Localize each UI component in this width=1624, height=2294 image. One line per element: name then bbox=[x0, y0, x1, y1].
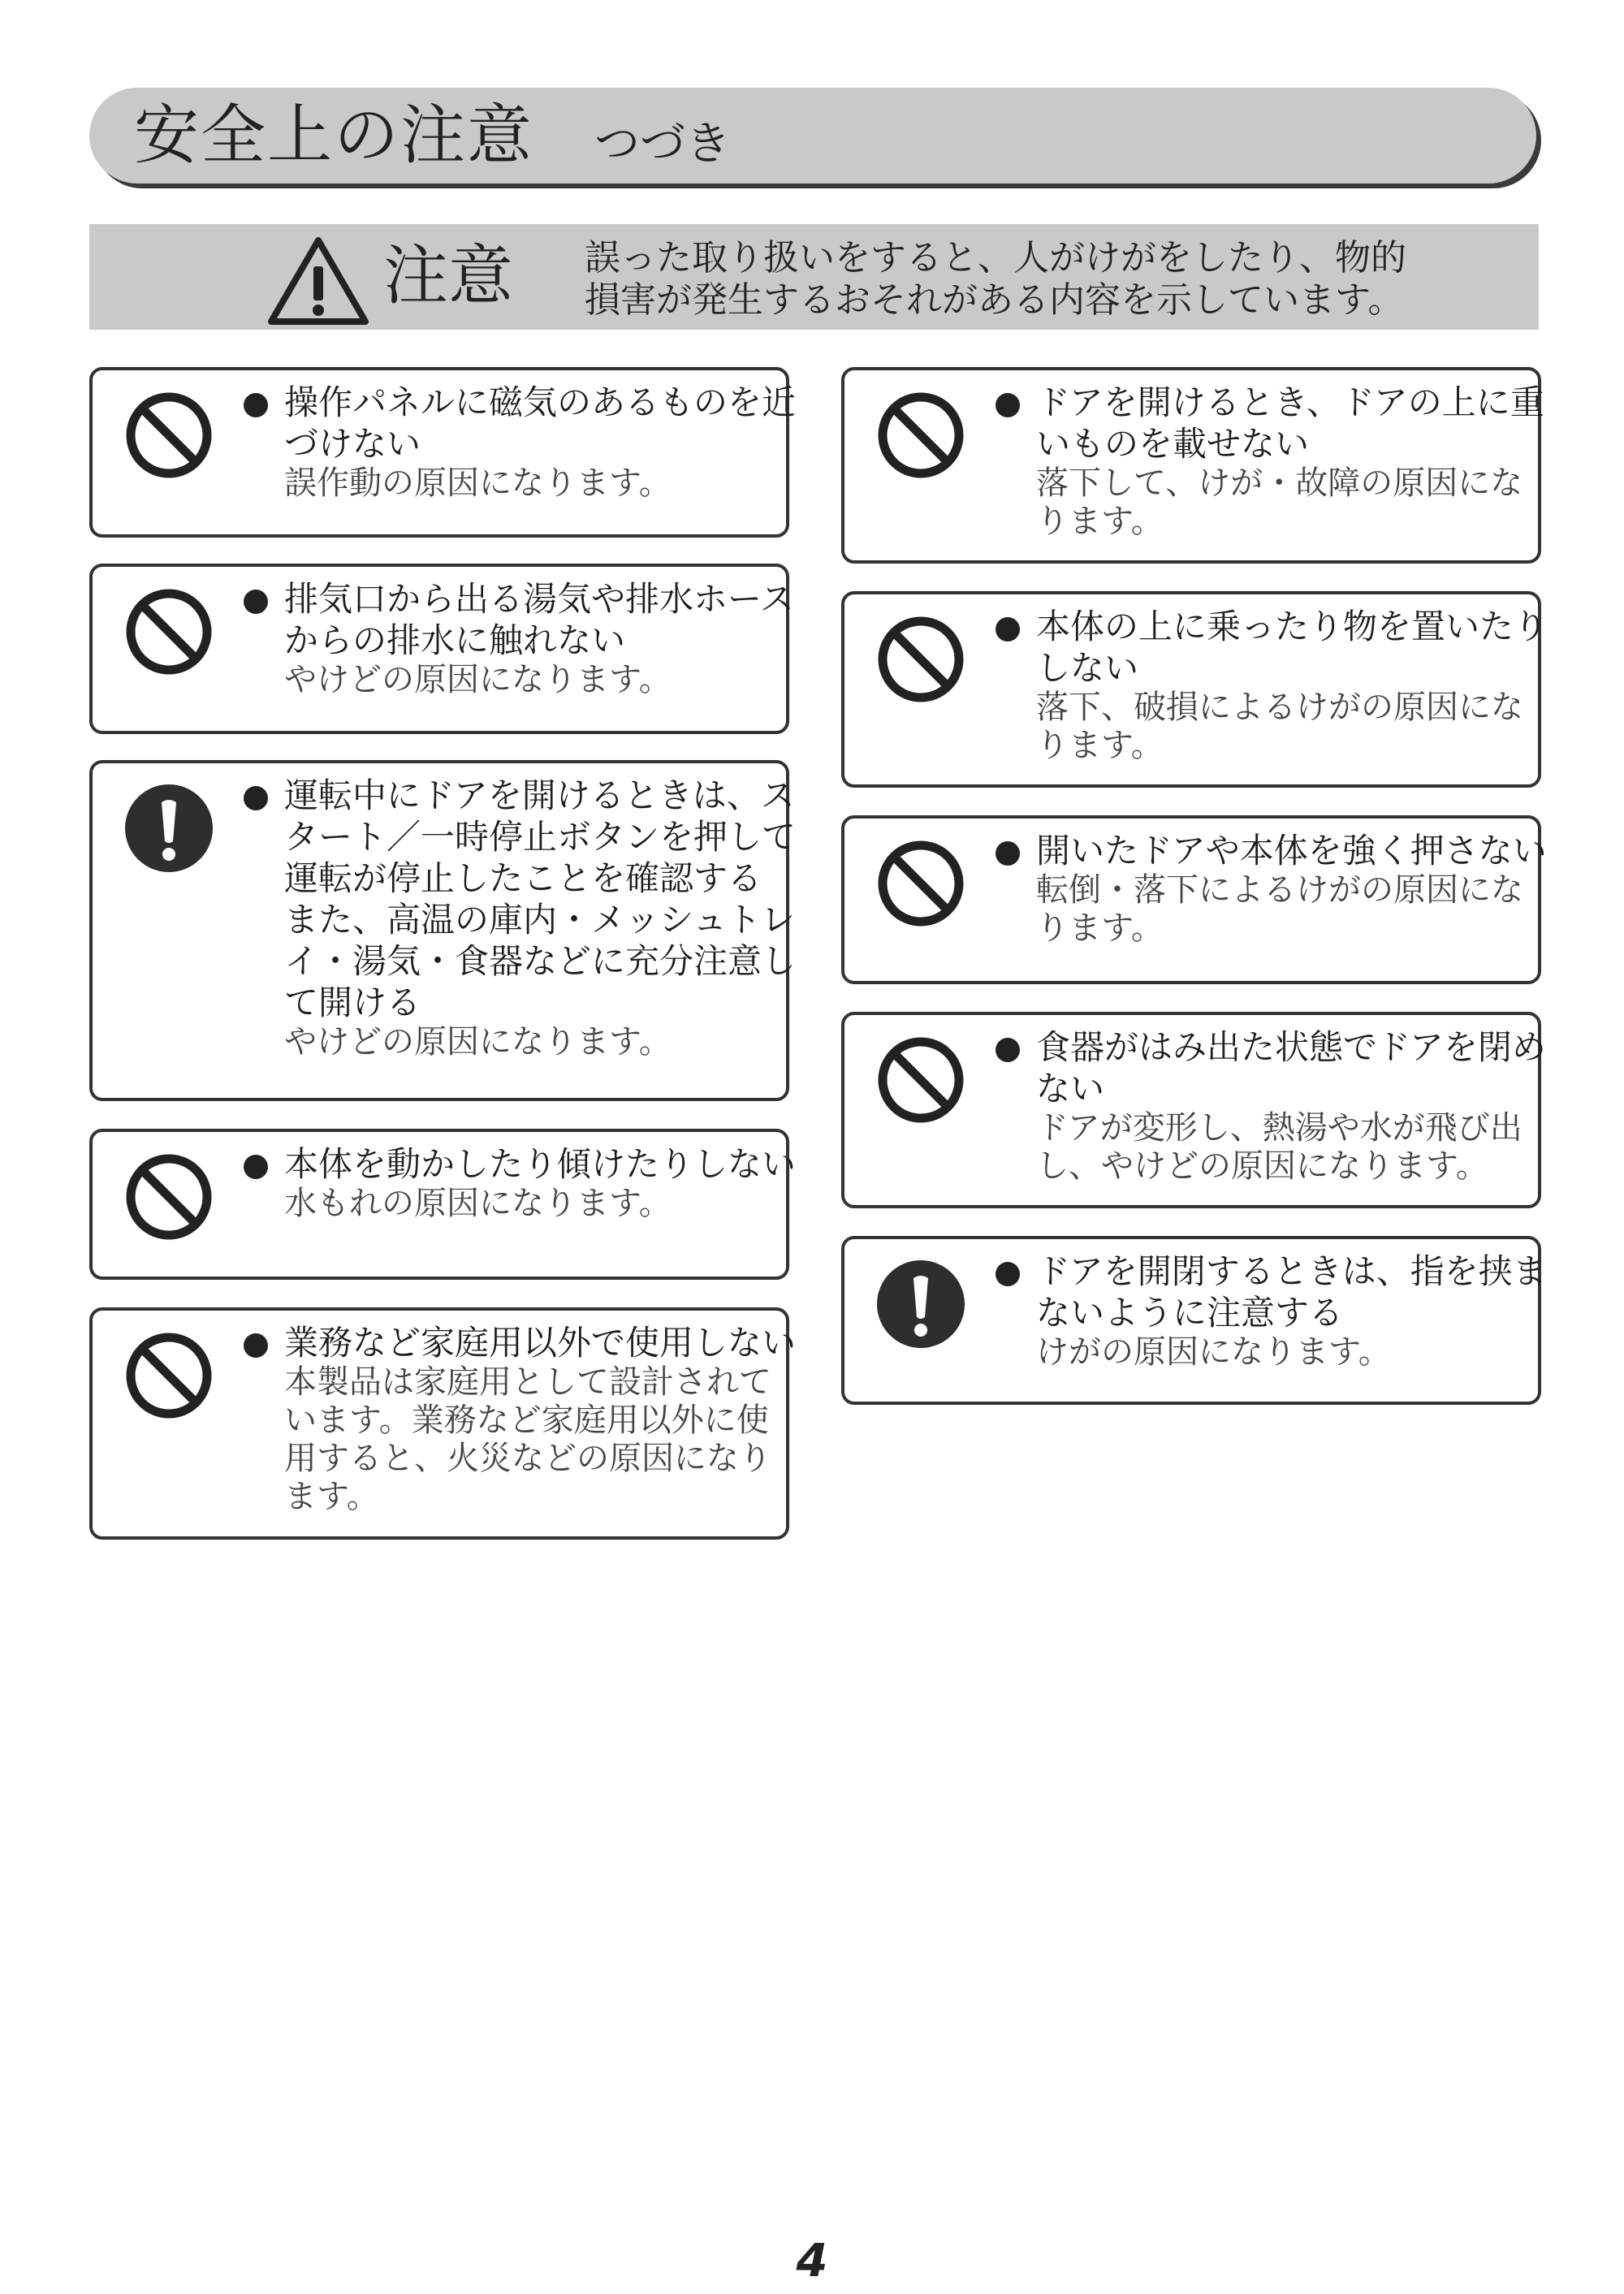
detail-line: 落下して、けが・故障の原因にな bbox=[1036, 464, 1523, 502]
caution-item-detail bbox=[1036, 689, 1523, 765]
heading-line: づけない bbox=[284, 424, 421, 464]
caution-item-heading bbox=[284, 1322, 797, 1363]
caution-item bbox=[841, 815, 1547, 984]
detail-line: けがの原因になります。 bbox=[1036, 1333, 1391, 1371]
detail-line: ります。 bbox=[1036, 503, 1164, 540]
heading-line: 本体の上に乗ったり物を置いたり bbox=[1036, 607, 1548, 646]
heading-line: 運転が停止したことを確認する bbox=[284, 858, 762, 898]
heading-line: からの排水に触れない bbox=[284, 620, 626, 660]
mandatory-action-icon bbox=[875, 1259, 966, 1350]
heading-line: イ・湯気・食器などに充分注意し bbox=[284, 941, 797, 981]
mandatory-action-icon bbox=[123, 783, 214, 874]
heading-line: また、高温の庫内・メッシュトレ bbox=[284, 900, 796, 940]
caution-item-heading bbox=[284, 382, 797, 464]
heading-line: 開いたドアや本体を強く押さない bbox=[1036, 831, 1547, 871]
caution-item-heading bbox=[1036, 830, 1547, 871]
caution-item-detail bbox=[284, 661, 762, 699]
caution-item bbox=[89, 564, 794, 734]
page-number: 4 bbox=[796, 2235, 828, 2288]
caution-item-heading bbox=[284, 775, 797, 1023]
heading-line: 本体を動かしたり傾けたりしない bbox=[284, 1144, 797, 1184]
caution-description-line: 損害が発生するおそれがある内容を示しています。 bbox=[585, 279, 1404, 321]
detail-line: 本製品は家庭用として設計されて bbox=[284, 1363, 771, 1401]
detail-line: ます。 bbox=[284, 1478, 379, 1515]
bullet-icon bbox=[996, 1262, 1020, 1286]
heading-line: しない bbox=[1036, 648, 1139, 688]
caution-item bbox=[841, 1236, 1547, 1405]
heading-line: 排気口から出る湯気や排水ホース bbox=[284, 579, 794, 619]
heading-line: 業務など家庭用以外で使用しない bbox=[284, 1323, 797, 1363]
detail-line: やけどの原因になります。 bbox=[284, 661, 672, 698]
detail-line: 転倒・落下によるけがの原因にな bbox=[1036, 871, 1523, 909]
caution-item-heading bbox=[1036, 1026, 1546, 1109]
warning-triangle-icon bbox=[266, 235, 370, 326]
caution-description bbox=[585, 237, 1518, 322]
heading-line: いものを載せない bbox=[1036, 424, 1310, 464]
detail-line: 誤作動の原因になります。 bbox=[284, 464, 672, 502]
heading-line: タート／一時停止ボタンを押して bbox=[284, 817, 797, 857]
caution-item bbox=[89, 760, 797, 1101]
prohibition-icon bbox=[875, 838, 966, 929]
prohibition-icon bbox=[875, 390, 966, 481]
prohibition-icon bbox=[123, 1330, 214, 1421]
caution-item-detail bbox=[284, 1023, 762, 1061]
caution-item bbox=[841, 1012, 1546, 1208]
caution-description-line: 誤った取り扱いをすると、人がけがをしたり、物的 bbox=[585, 237, 1406, 279]
caution-item-heading bbox=[1036, 606, 1548, 689]
heading-line: 操作パネルに磁気のあるものを近 bbox=[284, 382, 797, 422]
caution-item-detail bbox=[1036, 1333, 1514, 1372]
bullet-icon bbox=[244, 1155, 268, 1179]
caution-item bbox=[89, 1129, 797, 1280]
caution-item bbox=[841, 591, 1548, 788]
caution-item-heading bbox=[1036, 382, 1544, 464]
detail-line: やけどの原因になります。 bbox=[284, 1023, 672, 1061]
caution-item-heading bbox=[284, 1143, 797, 1185]
caution-header bbox=[89, 224, 1539, 330]
detail-line: し、やけどの原因になります。 bbox=[1036, 1147, 1488, 1185]
heading-line: ドアを開けるとき、ドアの上に重 bbox=[1036, 382, 1544, 422]
heading-line: ないように注意する bbox=[1036, 1293, 1344, 1333]
detail-line: います。業務など家庭用以外に使 bbox=[284, 1402, 769, 1439]
caution-item-heading bbox=[1036, 1251, 1547, 1333]
bullet-icon bbox=[244, 393, 268, 417]
detail-line: 水もれの原因になります。 bbox=[284, 1185, 672, 1222]
caution-item bbox=[841, 367, 1544, 564]
caution-label: 注意 bbox=[383, 238, 513, 313]
bullet-icon bbox=[996, 1038, 1020, 1062]
detail-line: ドアが変形し、熱湯や水が飛び出 bbox=[1036, 1109, 1522, 1147]
prohibition-icon bbox=[875, 1035, 966, 1125]
heading-line: ドアを開閉するときは、指を挟ま bbox=[1036, 1251, 1547, 1291]
caution-item-detail bbox=[284, 464, 762, 503]
section-title-bar bbox=[89, 88, 1536, 184]
detail-line: ります。 bbox=[1036, 727, 1164, 764]
page-title-suffix: つづき bbox=[594, 118, 731, 171]
heading-line: 運転中にドアを開けるときは、ス bbox=[284, 775, 795, 815]
detail-line: 落下、破損によるけがの原因にな bbox=[1036, 689, 1523, 726]
caution-item-detail bbox=[1036, 871, 1523, 948]
caution-item-detail bbox=[1036, 1109, 1522, 1186]
bullet-icon bbox=[244, 786, 268, 810]
heading-line: 食器がはみ出た状態でドアを閉め bbox=[1036, 1027, 1546, 1067]
prohibition-icon bbox=[123, 390, 214, 481]
bullet-icon bbox=[996, 617, 1020, 642]
heading-line: て開ける bbox=[284, 983, 421, 1022]
caution-item-detail bbox=[284, 1185, 762, 1223]
bullet-icon bbox=[996, 841, 1020, 866]
bullet-icon bbox=[244, 1333, 268, 1358]
caution-item bbox=[89, 1307, 797, 1540]
caution-item-detail bbox=[284, 1363, 771, 1516]
prohibition-icon bbox=[123, 586, 214, 677]
caution-item bbox=[89, 367, 797, 538]
page-title: 安全上の注意 bbox=[134, 97, 533, 173]
detail-line: ります。 bbox=[1036, 909, 1164, 947]
bullet-icon bbox=[996, 393, 1020, 417]
detail-line: 用すると、火災などの原因になり bbox=[284, 1440, 771, 1477]
prohibition-icon bbox=[123, 1151, 214, 1242]
prohibition-icon bbox=[875, 614, 966, 705]
bullet-icon bbox=[244, 590, 268, 614]
caution-item-heading bbox=[284, 578, 794, 661]
heading-line: ない bbox=[1036, 1069, 1105, 1108]
caution-item-detail bbox=[1036, 464, 1523, 541]
